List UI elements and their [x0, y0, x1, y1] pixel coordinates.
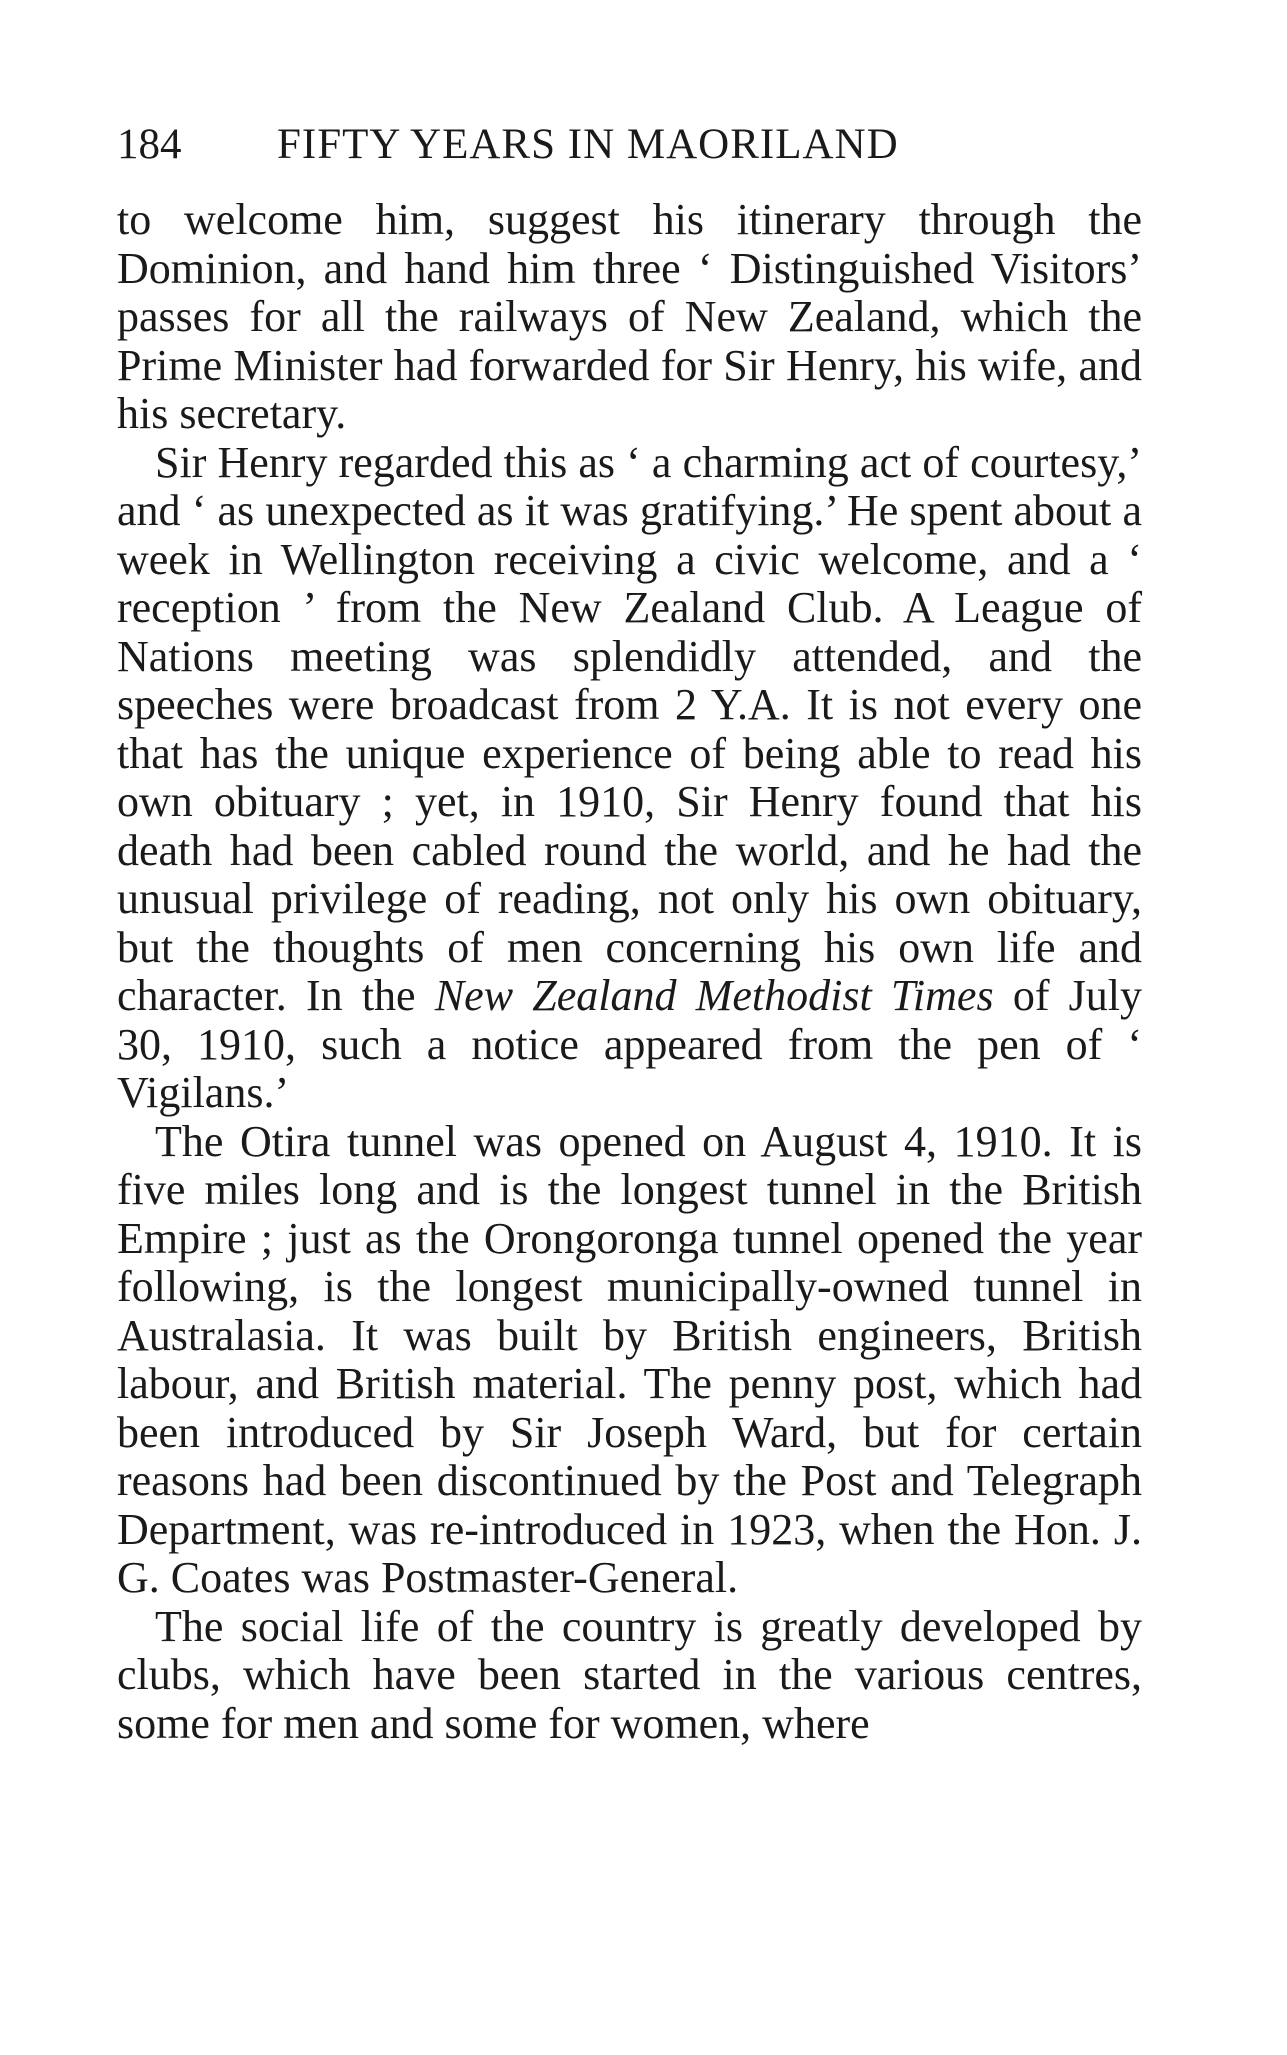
paragraph-4	[117, 1603, 1142, 1749]
paragraph-2-text: Sir Henry regarded this as ‘ a charming act of courtesy,’ and ‘ as unexpected as it was gratifying.’ He spent about a week in Wellington receiving a civic welcome, and a ‘ reception ’ from the New Zealand Club. A League of Nations meeting was splendidly attended, and the speeches were broadcast from 2 Y.A. It is not every one that has the unique experience of being able to read his own obituary ; yet, in 1910, Sir Henry found that his death had been cabled round the world, and he had the unusual privilege of reading, not only his own obituary, but the thoughts of men concerning his own life and character. In the	[117, 437, 1142, 1020]
running-head	[117, 120, 1142, 170]
body-text	[117, 196, 1142, 1748]
book-page	[117, 120, 1142, 1748]
running-title: FIFTY YEARS IN MAORILAND	[277, 121, 899, 168]
periodical-title: New Zealand Methodist Times	[434, 971, 994, 1020]
paragraph-3-text: The Otira tunnel was opened on August 4, 1910. It is five miles long and is the longest tunnel in the British Empire ; just as the Orongoronga tunnel opened the year following, is the longest municipally-owned tunnel in Australasia. It was built by British engineers, British labour, and British material. The penny post, which had been introduced by Sir Joseph Ward, but for certain reasons had been discontinued by the Post and Telegraph Department, was re-introduced in 1923, when the Hon. J. G. Coates was Postmaster-General.	[117, 1116, 1142, 1602]
page-number: 184	[117, 121, 182, 168]
paragraph-2	[117, 439, 1142, 1118]
paragraph-3	[117, 1118, 1142, 1603]
paragraph-1	[117, 196, 1142, 439]
paragraph-2-text-after: of July 30, 1910, such a notice appeared from the pen of ‘ Vigilans.’	[117, 971, 1143, 1117]
paragraph-1-text: to welcome him, suggest his itinerary through the Dominion, and hand him three ‘ Distinguished Visitors’ passes for all the railways of New Zealand, which the Prime Minister had forwarded for Sir Henry, his wife, and his secretary.	[117, 195, 1142, 438]
paragraph-4-text: The social life of the country is greatly developed by clubs, which have been started in the various centres, some for men and some for women, where	[117, 1601, 1142, 1748]
